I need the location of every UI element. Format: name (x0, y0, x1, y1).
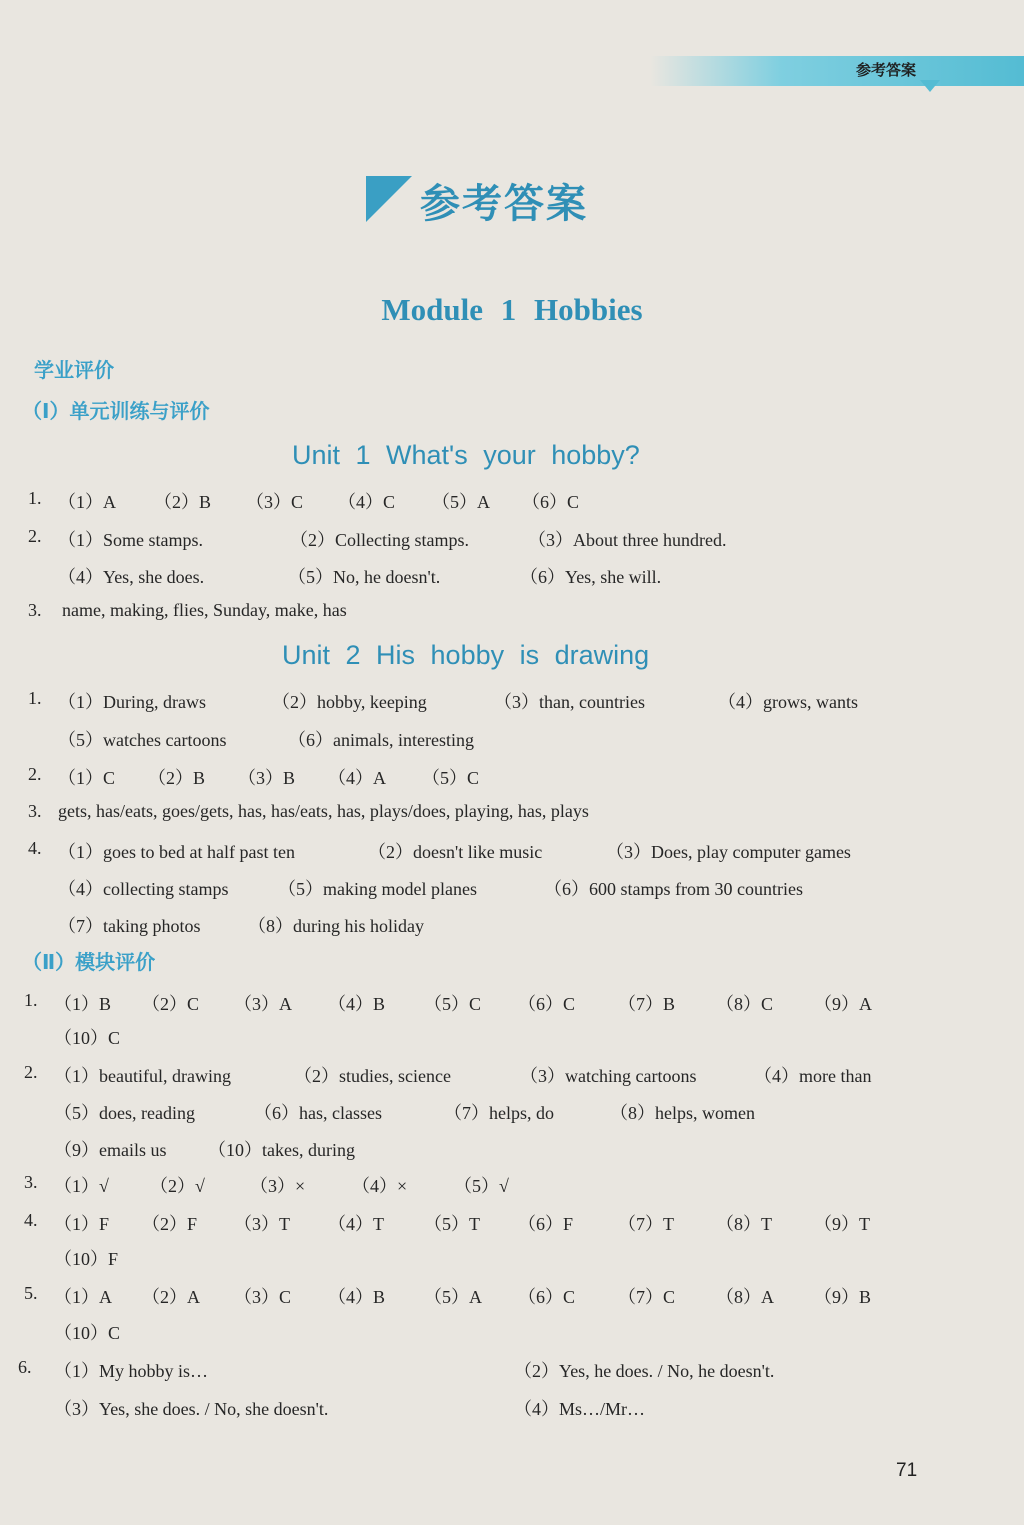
answer-item: （1）C (58, 768, 116, 788)
answer-item: （3）B (238, 768, 296, 788)
main-title-text: 参考答案 (420, 181, 588, 227)
answer-item: （4）collecting stamps (58, 879, 229, 899)
unit2-q4-row1 (28, 838, 851, 862)
answer-item: （2）hobby, keeping (272, 692, 427, 712)
unit2-q3 (28, 801, 589, 822)
question-number: 2. (28, 764, 42, 784)
answer-item: （3）T (234, 1214, 290, 1234)
question-number: 1. (28, 488, 42, 508)
question-number: 2. (28, 526, 42, 546)
unit2-q2 (28, 764, 480, 788)
answer-item: （2）Yes, he does. / No, he doesn't. (514, 1361, 775, 1381)
answer-item: （5）A (424, 1287, 482, 1307)
answer-item: （3）than, countries (494, 692, 645, 712)
answer-item: （7）helps, do (444, 1103, 554, 1123)
answer-item: （1）A (58, 492, 116, 512)
answer-item: （6）animals, interesting (288, 730, 474, 750)
answer-item: （3）× (250, 1176, 306, 1196)
answer-item: （4）B (328, 994, 386, 1014)
answer-text: name, making, flies, Sunday, make, has (62, 600, 347, 620)
answer-item: （6）F (518, 1214, 574, 1234)
answer-item: （4）C (338, 492, 396, 512)
unit1-title: Unit 1 What's your hobby? (292, 440, 640, 470)
answer-item: （3）Yes, she does. / No, she doesn't. (54, 1399, 329, 1419)
answer-item: （5）T (424, 1214, 480, 1234)
answer-item: （4）more than (754, 1066, 872, 1086)
answer-item: （4）grows, wants (718, 692, 858, 712)
answer-item: （10）C (54, 1323, 121, 1343)
answer-item: （9）B (814, 1287, 872, 1307)
section-unit-training: （Ⅰ）单元训练与评价 (22, 399, 210, 423)
answer-item: （4）T (328, 1214, 384, 1234)
answer-item: （2）F (142, 1214, 198, 1234)
module-q6-row1 (18, 1357, 775, 1381)
unit1-q1 (28, 488, 580, 512)
answer-item: （1）goes to bed at half past ten (58, 842, 295, 862)
answer-item: （4）B (328, 1287, 386, 1307)
module-q5-row1 (24, 1283, 872, 1307)
question-number: 3. (28, 801, 42, 821)
answer-item: （5）No, he doesn't. (288, 567, 441, 587)
unit2-q1-row1 (28, 688, 858, 712)
answer-item: （6）C (518, 994, 576, 1014)
answer-item: （2）doesn't like music (368, 842, 543, 862)
unit1-q3 (28, 600, 347, 621)
answer-item: （1）beautiful, drawing (54, 1066, 231, 1086)
question-number: 3. (28, 600, 42, 620)
module-q1-row1 (24, 990, 872, 1014)
module-q2-row1 (24, 1062, 872, 1086)
answer-item: （5）A (432, 492, 490, 512)
question-number: 1. (28, 688, 42, 708)
answer-item: （3）C (246, 492, 304, 512)
answer-item: （2）Collecting stamps. (290, 530, 469, 550)
answer-item: （1）√ (54, 1176, 109, 1196)
answer-item: （2）C (142, 994, 200, 1014)
answer-item: （10）C (54, 1028, 121, 1048)
answer-item: （1）B (54, 994, 112, 1014)
question-number: 4. (28, 838, 42, 858)
answer-item: （3）A (234, 994, 292, 1014)
answer-item: （1）Some stamps. (58, 530, 204, 550)
answer-text: gets, has/eats, goes/gets, has, has/eats, has, plays/does, playing, has, plays (58, 801, 589, 821)
module-q4-row1 (24, 1210, 870, 1234)
answer-item: （6）600 stamps from 30 countries (544, 879, 803, 899)
answer-item: （1）A (54, 1287, 112, 1307)
section-module-eval: （Ⅱ）模块评价 (22, 950, 156, 974)
answer-item: （6）C (518, 1287, 576, 1307)
question-number: 6. (18, 1357, 32, 1377)
answer-item: （7）B (618, 994, 676, 1014)
answer-item: （1）During, draws (58, 692, 206, 712)
answer-item: （5）C (424, 994, 482, 1014)
header-label: 参考答案 (855, 61, 916, 79)
answer-item: （9）emails us (54, 1140, 167, 1160)
module-title: Module 1 Hobbies (381, 292, 643, 327)
answer-item: （9）A (814, 994, 872, 1014)
question-number: 3. (24, 1172, 38, 1192)
section-academic-eval: 学业评价 (34, 358, 114, 382)
question-number: 2. (24, 1062, 38, 1082)
question-number: 4. (24, 1210, 38, 1230)
answer-item: （5）√ (454, 1176, 509, 1196)
answer-item: （8）A (716, 1287, 774, 1307)
answer-item: （4）Ms…/Mr… (514, 1399, 646, 1419)
answer-item: （2）studies, science (294, 1066, 451, 1086)
answer-item: （4）Yes, she does. (58, 567, 205, 587)
answer-item: （2）A (142, 1287, 200, 1307)
unit2-title: Unit 2 His hobby is drawing (282, 640, 650, 670)
header-tail-shape (920, 80, 940, 92)
answer-item: （6）Yes, she will. (520, 567, 662, 587)
answer-item: （9）T (814, 1214, 870, 1234)
answer-item: （2）B (154, 492, 212, 512)
answer-item: （7）C (618, 1287, 676, 1307)
answer-item: （5）making model planes (278, 879, 477, 899)
answer-item: （8）C (716, 994, 774, 1014)
answer-item: （6）C (522, 492, 580, 512)
answer-item: （7）taking photos (58, 916, 201, 936)
module-q3 (24, 1172, 509, 1196)
answer-item: （8）T (716, 1214, 772, 1234)
answer-item: （1）My hobby is… (54, 1361, 209, 1381)
answer-item: （6）has, classes (254, 1103, 382, 1123)
header-band (650, 56, 1024, 86)
answer-item: （3）watching cartoons (520, 1066, 697, 1086)
answer-item: （10）F (54, 1249, 119, 1269)
question-number: 1. (24, 990, 38, 1010)
answer-item: （10）takes, during (208, 1140, 355, 1160)
answer-item: （5）watches cartoons (58, 730, 227, 750)
page-number: 71 (896, 1460, 918, 1481)
answer-item: （2）√ (150, 1176, 205, 1196)
question-number: 5. (24, 1283, 38, 1303)
answer-item: （5）does, reading (54, 1103, 195, 1123)
answer-item: （5）C (422, 768, 480, 788)
answer-item: （7）T (618, 1214, 674, 1234)
answer-item: （8）helps, women (610, 1103, 755, 1123)
answer-item: （4）× (352, 1176, 408, 1196)
unit1-q2-row1 (28, 526, 727, 550)
title-triangle-icon (366, 176, 412, 222)
answer-item: （1）F (54, 1214, 110, 1234)
answer-item: （8）during his holiday (248, 916, 424, 936)
answer-item: （3）About three hundred. (528, 530, 727, 550)
answer-item: （3）C (234, 1287, 292, 1307)
answer-item: （4）A (328, 768, 386, 788)
answer-item: （3）Does, play computer games (606, 842, 851, 862)
answer-item: （2）B (148, 768, 206, 788)
